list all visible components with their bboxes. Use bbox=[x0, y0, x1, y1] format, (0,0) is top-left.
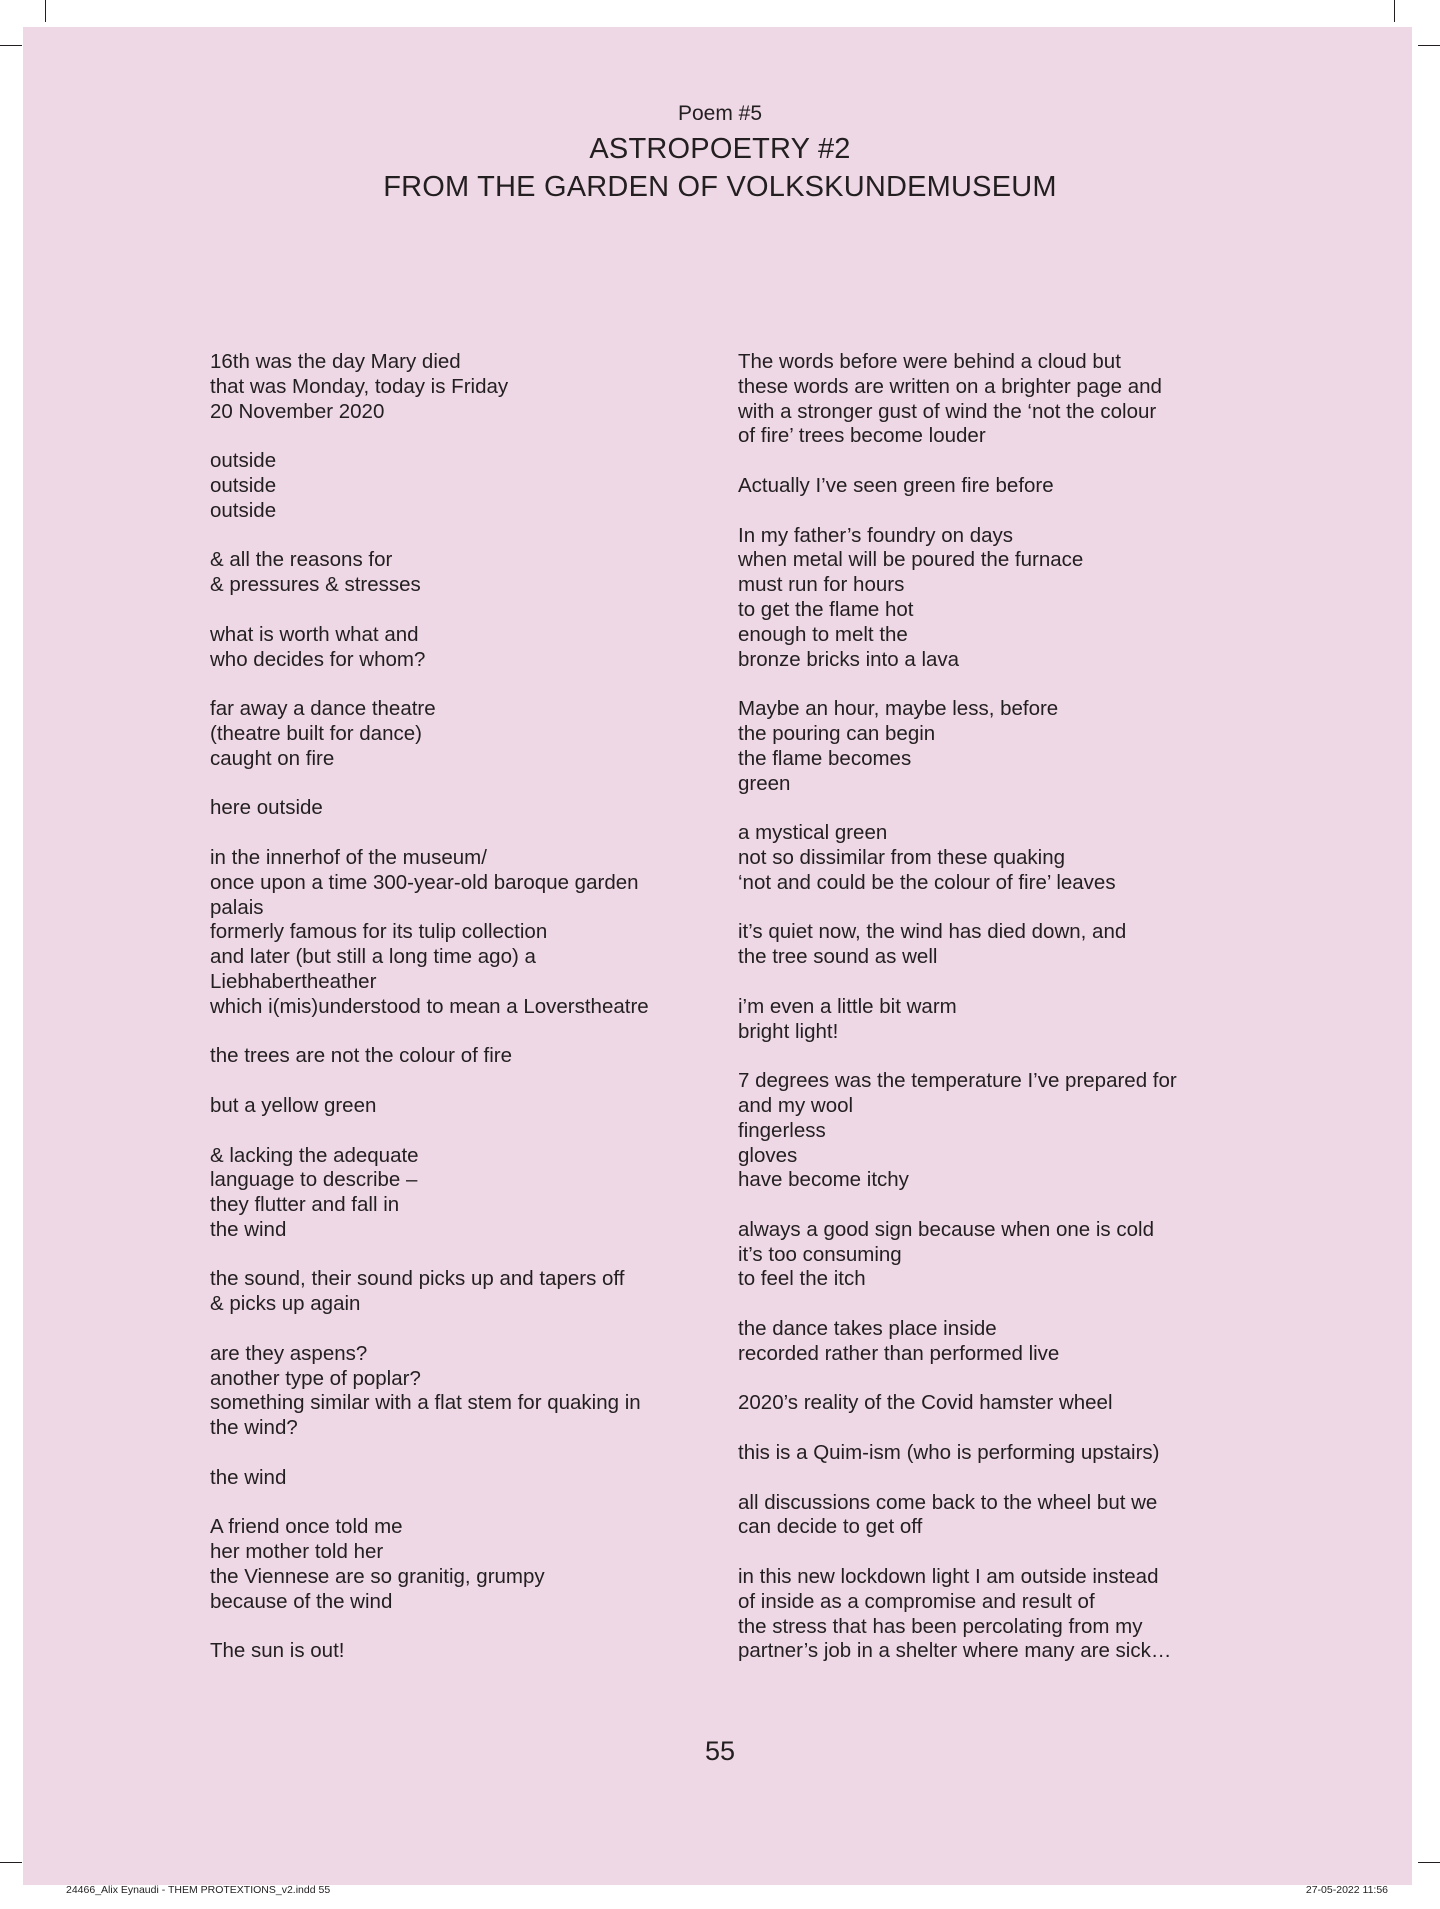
poem-line: here outside bbox=[210, 796, 323, 820]
poem-line: 7 degrees was the temperature I’ve prepared for bbox=[738, 1069, 1177, 1093]
poem-line: to get the flame hot bbox=[738, 597, 914, 621]
poem-line: have become itchy bbox=[738, 1168, 909, 1192]
poem-line: a mystical green bbox=[738, 821, 888, 845]
poem-line: bronze bricks into a lava bbox=[738, 647, 960, 671]
poem-line: the sound, their sound picks up and tapers off bbox=[210, 1267, 625, 1291]
poem-line: not so dissimilar from these quaking bbox=[738, 845, 1066, 869]
stanza bbox=[210, 1342, 710, 1441]
poem-line: what is worth what and bbox=[210, 622, 419, 646]
stanza bbox=[738, 524, 1238, 673]
crop-mark-bottom-right-horizontal bbox=[1418, 1862, 1440, 1863]
poem-number: Poem #5 bbox=[677, 102, 763, 125]
poem-line: ‘not and could be the colour of fire’ leaves bbox=[738, 870, 1116, 894]
poem-line: enough to melt the bbox=[738, 622, 908, 646]
poem-line: these words are written on a brighter page and bbox=[738, 374, 1162, 398]
poem-line: are they aspens? bbox=[210, 1341, 368, 1365]
poem-line: bright light! bbox=[738, 1019, 839, 1043]
poem-line: another type of poplar? bbox=[210, 1366, 421, 1390]
poem-line: the stress that has been percolating from my bbox=[738, 1614, 1143, 1638]
stanza bbox=[210, 796, 710, 821]
stanza bbox=[210, 1639, 710, 1664]
crop-mark-top-left-horizontal bbox=[0, 45, 22, 46]
poem-line: but a yellow green bbox=[210, 1093, 377, 1117]
poem-line: outside bbox=[210, 498, 277, 522]
poem-line: A friend once told me bbox=[210, 1515, 403, 1539]
page-number: 55 bbox=[704, 1736, 736, 1766]
poem-line: green bbox=[738, 771, 791, 795]
stanza bbox=[738, 474, 1238, 499]
crop-mark-top-right-horizontal bbox=[1418, 45, 1440, 46]
stanza bbox=[738, 1069, 1238, 1193]
stanza bbox=[210, 623, 710, 673]
poem-right-column bbox=[738, 350, 1238, 1664]
poem-line: which i(mis)understood to mean a Loverstheatre bbox=[210, 994, 649, 1018]
poem-line: the wind bbox=[210, 1465, 287, 1489]
poem-line: because of the wind bbox=[210, 1589, 393, 1613]
poem-line: it’s quiet now, the wind has died down, and bbox=[738, 920, 1127, 944]
poem-title-line-1: ASTROPOETRY #2 bbox=[589, 133, 851, 165]
stanza bbox=[210, 846, 710, 1020]
poem-line: i’m even a little bit warm bbox=[738, 994, 957, 1018]
poem-line: when metal will be poured the furnace bbox=[738, 548, 1084, 572]
poem-line: the wind bbox=[210, 1217, 287, 1241]
poem-line: with a stronger gust of wind the ‘not the colour bbox=[738, 399, 1157, 423]
stanza bbox=[210, 697, 710, 771]
poem-line: the pouring can begin bbox=[738, 721, 936, 745]
stanza bbox=[210, 1094, 710, 1119]
poem-line: they flutter and fall in bbox=[210, 1193, 400, 1217]
crop-mark-bottom-left-horizontal bbox=[0, 1862, 22, 1863]
poem-line: and later (but still a long time ago) a bbox=[210, 945, 536, 969]
poem-line: In my father’s foundry on days bbox=[738, 523, 1013, 547]
poem-line: The words before were behind a cloud but bbox=[738, 350, 1121, 373]
poem-line: outside bbox=[210, 449, 277, 473]
poem-line: partner’s job in a shelter where many are sick… bbox=[738, 1639, 1172, 1663]
poem-line: the trees are not the colour of fire bbox=[210, 1044, 512, 1068]
poem-line: can decide to get off bbox=[738, 1515, 923, 1539]
poem-line: palais bbox=[210, 895, 264, 919]
poem-line: in this new lockdown light I am outside instead bbox=[738, 1565, 1159, 1589]
stanza bbox=[210, 1044, 710, 1069]
poem-line: 2020’s reality of the Covid hamster wheel bbox=[738, 1391, 1113, 1415]
poem-line: caught on fire bbox=[210, 746, 335, 770]
stanza bbox=[738, 1391, 1238, 1416]
stanza bbox=[738, 821, 1238, 895]
poem-line: & lacking the adequate bbox=[210, 1143, 419, 1167]
poem-line: it’s too consuming bbox=[738, 1242, 902, 1266]
poem-line: the wind? bbox=[210, 1416, 298, 1440]
poem-line: who decides for whom? bbox=[210, 647, 426, 671]
stanza bbox=[738, 995, 1238, 1045]
stanza bbox=[738, 1441, 1238, 1466]
slug-date-time: 27-05-2022 11:56 bbox=[1305, 1884, 1388, 1896]
poem-line: outside bbox=[210, 473, 277, 497]
poem-line: recorded rather than performed live bbox=[738, 1341, 1060, 1365]
poem-line: & picks up again bbox=[210, 1292, 361, 1316]
poem-line: language to describe – bbox=[210, 1168, 418, 1192]
poem-line: far away a dance theatre bbox=[210, 697, 436, 721]
stanza bbox=[738, 1218, 1238, 1292]
poem-line: & all the reasons for bbox=[210, 548, 393, 572]
poem-line: (theatre built for dance) bbox=[210, 721, 422, 745]
poem-title-line-2: FROM THE GARDEN OF VOLKSKUNDEMUSEUM bbox=[383, 171, 1057, 203]
poem-line: that was Monday, today is Friday bbox=[210, 374, 509, 398]
poem-line: formerly famous for its tulip collection bbox=[210, 920, 548, 944]
poem-line: Actually I’ve seen green fire before bbox=[738, 473, 1054, 497]
poem-line: fingerless bbox=[738, 1118, 826, 1142]
poem-line: Maybe an hour, maybe less, before bbox=[738, 697, 1059, 721]
poem-line: The sun is out! bbox=[210, 1639, 345, 1663]
poem-line: in the innerhof of the museum/ bbox=[210, 845, 487, 869]
poem-left-column bbox=[210, 350, 710, 1664]
crop-mark-top-left-vertical bbox=[45, 0, 46, 22]
stanza bbox=[738, 350, 1238, 449]
stanza bbox=[210, 1144, 710, 1243]
crop-mark-top-right-vertical bbox=[1394, 0, 1395, 22]
poem-line: to feel the itch bbox=[738, 1267, 866, 1291]
stanza bbox=[210, 548, 710, 598]
poem-line: the flame becomes bbox=[738, 746, 912, 770]
poem-line: this is a Quim-ism (who is performing upstairs) bbox=[738, 1441, 1160, 1465]
slug-file-info: 24466_Alix Eynaudi - THEM PROTEXTIONS_v2.indd 55 bbox=[66, 1884, 331, 1896]
poem-line: and my wool bbox=[738, 1093, 854, 1117]
poem-line: Liebhabertheather bbox=[210, 969, 377, 993]
poem-line: of fire’ trees become louder bbox=[738, 424, 986, 448]
stanza bbox=[210, 350, 710, 424]
poem-line: the tree sound as well bbox=[738, 945, 938, 969]
poem-line: gloves bbox=[738, 1143, 798, 1167]
poem-line: 16th was the day Mary died bbox=[210, 350, 461, 373]
stanza bbox=[210, 1267, 710, 1317]
stanza bbox=[738, 1317, 1238, 1367]
poem-line: once upon a time 300-year-old baroque garden bbox=[210, 870, 639, 894]
poem-line: must run for hours bbox=[738, 573, 905, 597]
poem-line: the Viennese are so granitig, grumpy bbox=[210, 1565, 545, 1589]
poem-line: always a good sign because when one is cold bbox=[738, 1217, 1154, 1241]
stanza bbox=[210, 1515, 710, 1614]
poem-line: all discussions come back to the wheel but we bbox=[738, 1490, 1158, 1514]
stanza bbox=[738, 697, 1238, 796]
stanza bbox=[210, 449, 710, 523]
stanza bbox=[738, 1565, 1238, 1664]
poem-line: the dance takes place inside bbox=[738, 1317, 997, 1341]
poem-line: her mother told her bbox=[210, 1540, 384, 1564]
poem-header bbox=[0, 100, 1440, 206]
poem-line: of inside as a compromise and result of bbox=[738, 1589, 1095, 1613]
poem-line: & pressures & stresses bbox=[210, 573, 421, 597]
stanza bbox=[738, 920, 1238, 970]
poem-line: something similar with a flat stem for quaking in bbox=[210, 1391, 641, 1415]
poem-line: 20 November 2020 bbox=[210, 399, 385, 423]
stanza bbox=[738, 1491, 1238, 1541]
stanza bbox=[210, 1466, 710, 1491]
